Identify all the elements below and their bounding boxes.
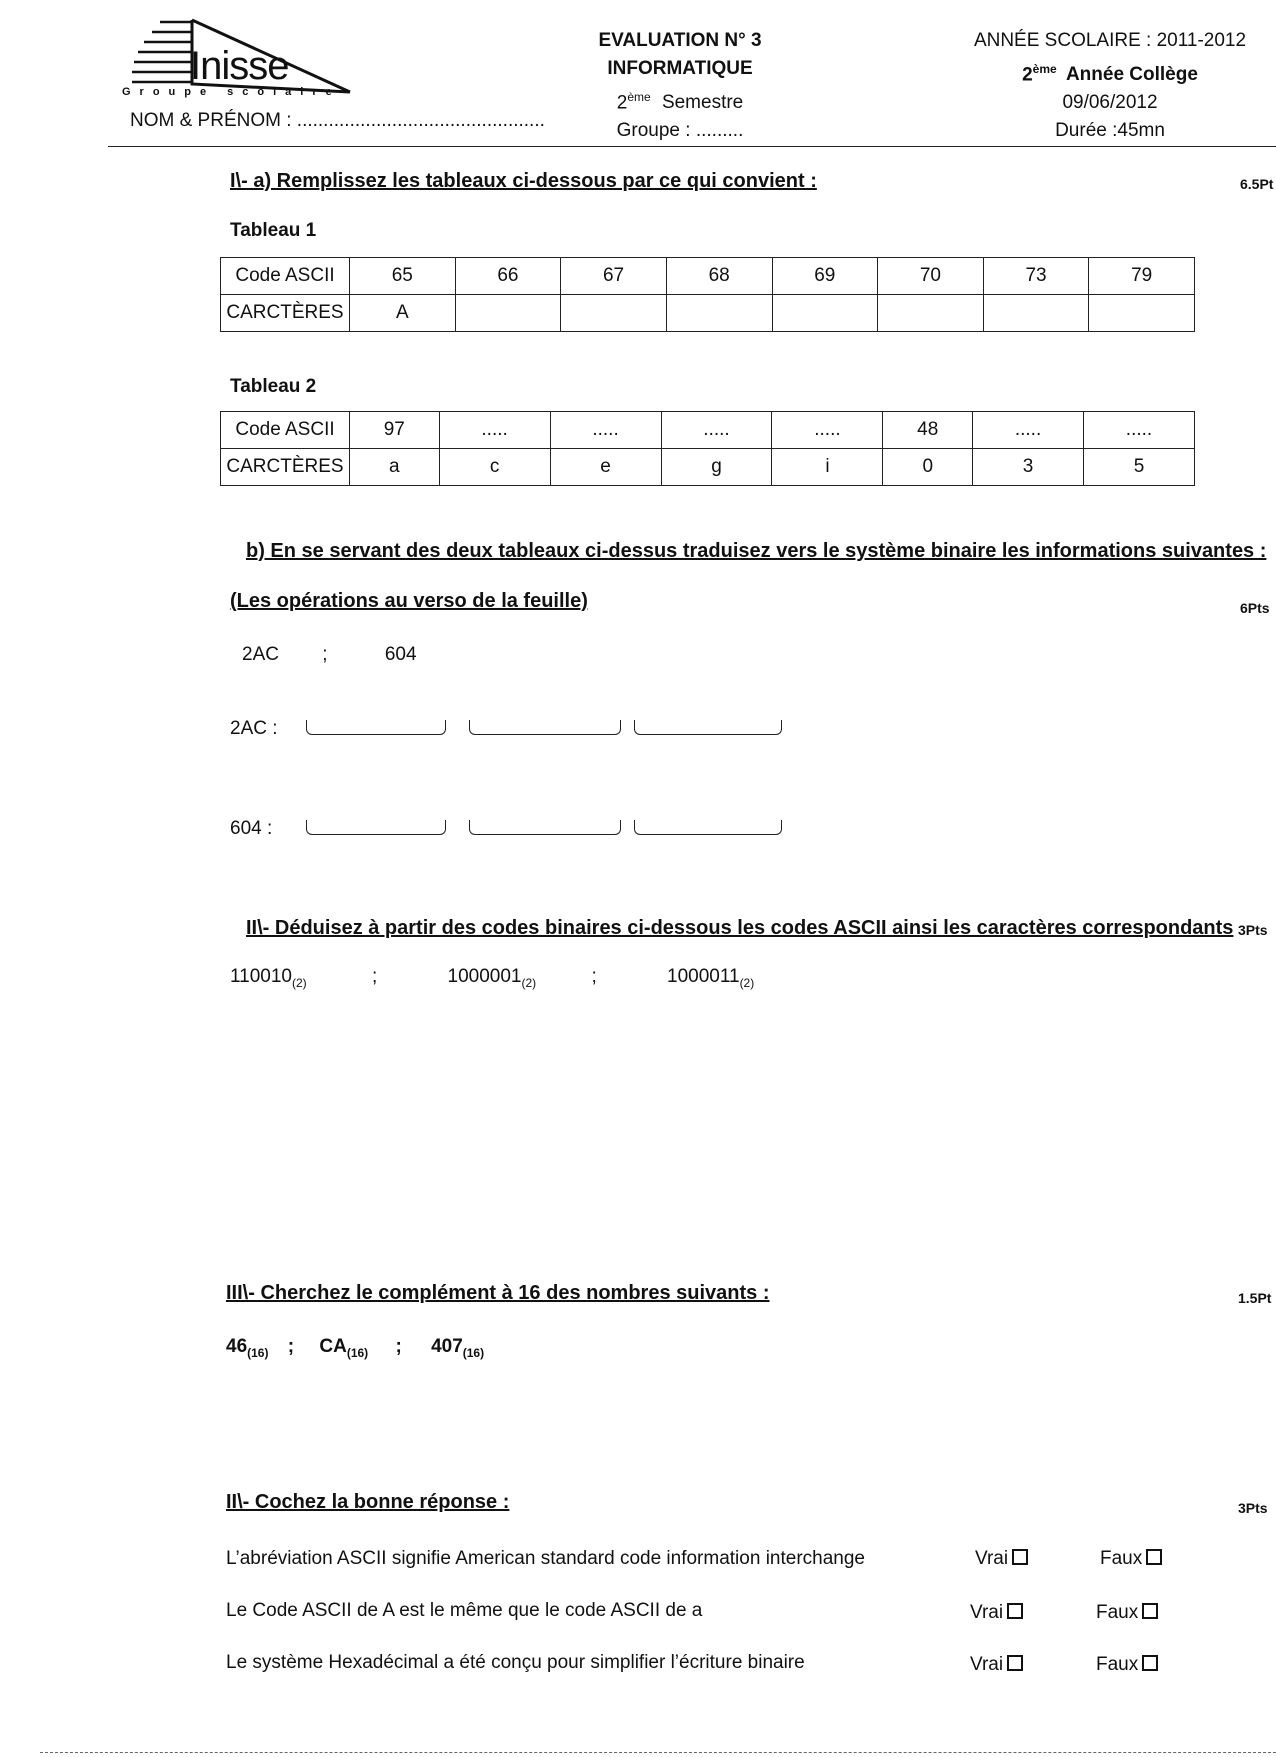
binary-values: $110010_{(2)}$ ; $1000001_{(2)}$ ; $1000011_{(2)}$ (230, 966, 755, 990)
table-cell[interactable] (455, 295, 561, 332)
table-row (221, 412, 1195, 449)
table-cell: 3 (973, 449, 1084, 486)
part-b-title: b) En se servant des deux tableaux ci-dessus traduisez vers le système binaire les informations suivantes : (246, 540, 1267, 562)
student-name-label: NOM & PRÉNOM : ............................................... (130, 110, 545, 131)
answer-bracket[interactable] (640, 716, 776, 735)
section4-points: 3Pts (1238, 1500, 1268, 1516)
section4-title: II\- Cochez la bonne réponse : (226, 1491, 510, 1513)
part-b-note: (Les opérations au verso de la feuille) (230, 590, 588, 612)
table-cell: 48 (883, 412, 973, 449)
table-cell[interactable] (1089, 295, 1195, 332)
hex-value: $46_{(16)}$ (226, 1336, 269, 1360)
table-cell: 66 (455, 258, 561, 295)
table-cell: 69 (772, 258, 878, 295)
binary-value: $1000001_{(2)}$ (447, 966, 537, 990)
table-cell[interactable]: ..... (439, 412, 550, 449)
table-cell: 5 (1084, 449, 1195, 486)
logo-subtitle: Groupe scolaire (122, 86, 341, 98)
ascii-table-2 (220, 411, 1195, 486)
table-cell: i (772, 449, 883, 486)
section3-title: III\- Cherchez le complément à 16 des nombres suivants : (226, 1282, 770, 1304)
footer-divider (40, 1752, 1276, 1753)
table-cell: 68 (666, 258, 772, 295)
table-cell: 0 (883, 449, 973, 486)
header-right (960, 27, 1260, 145)
answer-604-label: 604 : (230, 818, 273, 839)
answer-bracket[interactable] (312, 816, 440, 835)
header-center (560, 27, 800, 145)
table-cell: 65 (350, 258, 456, 295)
part-b-points: 6Pts (1240, 600, 1270, 616)
false-checkbox[interactable]: Faux (1100, 1548, 1162, 1570)
table-row (221, 295, 1195, 332)
row-label: CARCTÈRES (221, 449, 350, 486)
true-checkbox[interactable]: Vrai (975, 1548, 1028, 1570)
logo-name: Inisse (190, 44, 289, 88)
class-level: 2ème Année Collège (1022, 62, 1198, 86)
table-cell[interactable]: ..... (772, 412, 883, 449)
true-checkbox[interactable]: Vrai (970, 1654, 1023, 1676)
ascii-table-1 (220, 257, 1195, 332)
section2-title: II\- Déduisez à partir des codes binaires ci-dessous les codes ASCII ainsi les caractères correspondants (246, 917, 1234, 939)
table-cell[interactable]: ..... (973, 412, 1084, 449)
school-year: ANNÉE SCOLAIRE : 2011-2012 (973, 30, 1247, 51)
row-label: Code ASCII (221, 258, 350, 295)
false-checkbox[interactable]: Faux (1096, 1602, 1158, 1624)
table-cell[interactable] (561, 295, 667, 332)
hex-value: $407_{(16)}$ (431, 1336, 485, 1360)
header-divider (108, 146, 1276, 147)
table-cell: e (550, 449, 661, 486)
table-cell: 70 (878, 258, 984, 295)
table-cell[interactable]: A (350, 295, 456, 332)
exam-duration: Durée :45mn (1055, 120, 1165, 142)
row-label: CARCTÈRES (221, 295, 350, 332)
table-cell: c (439, 449, 550, 486)
table-cell: a (350, 449, 440, 486)
table-cell[interactable]: ..... (661, 412, 772, 449)
true-checkbox[interactable]: Vrai (970, 1602, 1023, 1624)
binary-value: $110010_{(2)}$ (230, 966, 307, 990)
section1-points: 6.5Pt (1240, 176, 1274, 192)
table2-caption: Tableau 2 (230, 376, 317, 397)
hex-values: $46_{(16)}$ ; $CA_{(16)}$ ; $407_{(16)}$ (226, 1336, 485, 1360)
items-line: 2AC ; 604 (242, 644, 417, 665)
table-row (221, 449, 1195, 486)
group-label: Groupe : ......... (616, 120, 744, 142)
statement-1: L’abréviation ASCII signifie American standard code information interchange (226, 1548, 865, 1569)
answer-bracket[interactable] (475, 816, 615, 835)
table-cell[interactable] (772, 295, 878, 332)
school-logo (122, 18, 360, 98)
answer-bracket[interactable] (475, 716, 615, 735)
table-cell[interactable] (666, 295, 772, 332)
table-cell[interactable] (983, 295, 1089, 332)
subject-title: INFORMATIQUE (607, 58, 753, 79)
table-cell[interactable]: ..... (1084, 412, 1195, 449)
table-row (221, 258, 1195, 295)
row-label: Code ASCII (221, 412, 350, 449)
table-cell: 67 (561, 258, 667, 295)
section2-points: 3Pts (1238, 922, 1268, 938)
semester: 2ème Semestre (616, 90, 744, 114)
false-checkbox[interactable]: Faux (1096, 1654, 1158, 1676)
exam-date: 09/06/2012 (1062, 92, 1158, 114)
table-cell[interactable] (878, 295, 984, 332)
hex-value: $CA_{(16)}$ (319, 1336, 369, 1360)
section1-title: I\- a) Remplissez les tableaux ci-dessous par ce qui convient : (230, 170, 817, 192)
section3-points: 1.5Pt (1238, 1290, 1272, 1306)
answer-bracket[interactable] (640, 816, 776, 835)
table-cell: 79 (1089, 258, 1195, 295)
evaluation-title: EVALUATION N° 3 (598, 30, 762, 51)
answer-bracket[interactable] (312, 716, 440, 735)
table-cell: 73 (983, 258, 1089, 295)
answer-2ac-label: 2AC : (230, 718, 278, 739)
statement-2: Le Code ASCII de A est le même que le code ASCII de a (226, 1600, 703, 1621)
binary-value: $1000011_{(2)}$ (667, 966, 755, 990)
table1-caption: Tableau 1 (230, 220, 317, 241)
table-cell: g (661, 449, 772, 486)
table-cell[interactable]: ..... (550, 412, 661, 449)
table-cell: 97 (350, 412, 440, 449)
statement-3: Le système Hexadécimal a été conçu pour simplifier l’écriture binaire (226, 1652, 805, 1673)
